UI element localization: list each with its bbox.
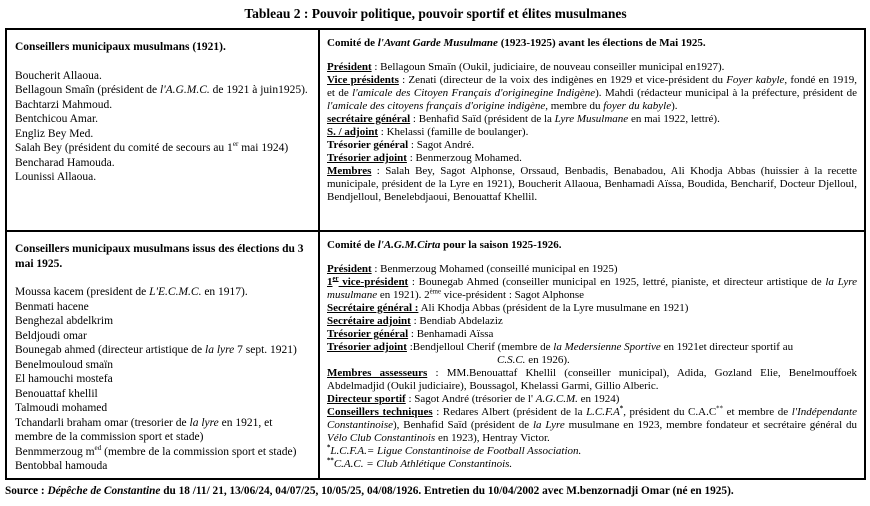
cell-comite-agm-cirta (320, 232, 864, 478)
cell-body (15, 285, 310, 474)
text-segment: : Redares Albert (président de la (432, 406, 587, 418)
cell-heading (15, 40, 310, 55)
text-line (15, 459, 310, 474)
text-segment: Moussa kacem (president de (15, 286, 150, 298)
text-line (327, 406, 857, 445)
text-segment: en 1917). (201, 286, 248, 298)
text-segment: L'E.C.M.C. (149, 286, 202, 298)
text-segment: l'A.G.M.C. (160, 84, 210, 96)
text-segment: Benouattaf khellil (15, 387, 98, 400)
text-line (327, 302, 857, 315)
text-segment: Bencharad Hamouda. (15, 156, 115, 169)
cell-heading (327, 37, 857, 50)
text-segment: Directeur sportif (327, 393, 406, 405)
text-segment: Foyer kabyle (726, 74, 785, 86)
text-line (327, 126, 857, 139)
text-segment: : Benmerzoug Mohamed. (406, 152, 522, 164)
text-segment: , fondé en 1919, et de (327, 74, 858, 99)
text-line (15, 83, 310, 98)
text-segment: Bounegab ahmed (directeur artistique de (15, 344, 205, 356)
text-segment: Trésorier adjoint (327, 341, 407, 353)
text-segment: Source : (5, 485, 48, 497)
text-segment: l'amicale des citoyens français d'origine indigène (327, 100, 546, 112)
text-segment: Bentchicou Amar. (15, 113, 99, 125)
text-segment: en 1923), Hentray Victor. (435, 432, 550, 444)
text-segment: :Bendjelloul Cherif (membre de (406, 341, 554, 353)
text-segment: vice-président (338, 276, 409, 288)
text-line (15, 141, 310, 156)
text-segment: (1923-1925) avant les élections de Mai 1925. (497, 37, 706, 49)
text-segment: (membre de la commission sport et stade) (101, 445, 297, 458)
text-segment: S. / adjoint (327, 126, 379, 138)
text-segment: L.C.F.A (586, 406, 620, 418)
text-segment: en 1926). (525, 354, 570, 366)
text-segment: musulmane en 1923, membre fondateur et secrétaire général du (564, 419, 858, 431)
text-line (15, 401, 310, 416)
text-line (15, 358, 310, 373)
text-segment: vice-président : Sagot Alphonse (441, 289, 584, 301)
text-segment: Président (327, 263, 372, 275)
cell-conseillers-municipaux-1921 (7, 30, 320, 232)
text-line (327, 152, 857, 165)
table-title: Tableau 2 : Pouvoir politique, pouvoir sportif et élites musulmanes (244, 6, 627, 21)
text-segment: la lyre (205, 344, 235, 356)
text-segment: : Bounegab Ahmed (conseiller municipal en 1925, lettré, pianiste, et directeur artistique de (408, 276, 826, 288)
text-segment: : Zenati (directeur de la voix des indigènes en 1929 et vice-président du (398, 74, 727, 86)
text-segment: : Sagot André (trésorier de l' (405, 393, 536, 405)
text-line (327, 458, 857, 471)
text-segment: ** (327, 457, 334, 465)
text-segment: C.S.C. (497, 354, 526, 366)
text-segment: 7 sept. 1921) (234, 344, 297, 356)
text-line (327, 276, 857, 302)
text-segment: * (327, 444, 331, 452)
text-segment: Conseillers techniques (327, 406, 433, 418)
text-segment: er (332, 275, 339, 283)
text-segment: foyer du kabyle (603, 100, 672, 112)
text-segment: : Benhamadi Aïssa (408, 328, 494, 340)
source-line (5, 480, 866, 498)
text-line (15, 387, 310, 402)
text-segment: ed (94, 443, 102, 452)
text-segment: ème (429, 288, 442, 296)
text-segment: Benmati hacene (15, 300, 89, 313)
text-segment: en 1921). 2 (377, 289, 430, 301)
text-segment: er (232, 140, 239, 149)
text-segment: Lounissi Allaoua. (15, 171, 97, 183)
text-segment: 1 (327, 276, 333, 288)
text-segment: Dépêche de Constantine (47, 485, 161, 497)
text-line (327, 367, 857, 393)
text-segment: Membres (327, 165, 372, 177)
text-segment: Membres assesseurs (327, 367, 428, 379)
text-segment: l'Avant Garde Musulmane (377, 37, 498, 49)
text-segment: , membre du (545, 100, 604, 112)
text-segment: Salah Bey (président du comité de secours au 1 (15, 142, 233, 154)
text-segment: A.G.C.M. (535, 393, 578, 405)
text-segment: Bentobbal hamouda (15, 460, 108, 472)
text-segment: : Khelassi (famille de boulanger). (378, 126, 529, 138)
text-line (15, 329, 310, 344)
text-line (327, 393, 857, 406)
text-line (15, 416, 310, 445)
text-line (327, 354, 857, 367)
text-line (15, 314, 310, 329)
text-segment: : Bellagoun Smaïn (Oukil, judiciaire, de nouveau conseiller municipal en1927). (371, 61, 725, 73)
cell-comite-avant-garde-musulmane (320, 30, 864, 232)
text-line (327, 165, 857, 204)
text-line (15, 127, 310, 142)
text-line (327, 445, 857, 458)
text-segment: l'amicale des Citoyen Français d'originegine Indigène (352, 87, 596, 99)
text-segment: Secrétaire général : (327, 302, 419, 314)
cell-body (15, 69, 310, 185)
text-segment: Benelmouloud smaïn (15, 358, 114, 371)
text-segment: Trésorier adjoint (327, 152, 407, 164)
text-segment: Bachtarzi Mahmoud. (15, 98, 113, 111)
text-segment: : Bendiab Abdelaziz (410, 315, 503, 327)
text-segment: El hamouchi mostefa (15, 373, 113, 385)
text-segment: Conseillers municipaux musulmans (1921). (15, 41, 226, 53)
text-line (327, 263, 857, 276)
text-line (15, 69, 310, 84)
cell-conseillers-municipaux-1925 (7, 232, 320, 478)
text-segment: Président (327, 61, 372, 73)
text-segment: Trésorier général (327, 139, 409, 151)
text-line (327, 139, 857, 152)
text-segment: en 1921, et membre de la commission sport et stade) (15, 416, 273, 443)
text-segment: Comité de (327, 37, 378, 49)
text-segment: l'Indépendante Constantinoise (327, 406, 857, 431)
text-segment: * (619, 405, 624, 413)
text-segment: ). Mahdi (rédacteur municipal à la préfecture, président de (595, 87, 857, 99)
text-segment: Engliz Bey Med. (15, 127, 94, 140)
text-segment: Boucherit Allaoua. (15, 69, 102, 82)
text-line (15, 343, 310, 358)
text-segment: Ali Khodja Abbas (président de la Lyre musulmane en 1921) (418, 302, 689, 314)
text-segment: la Medersienne Sportive (553, 341, 661, 353)
text-line (327, 315, 857, 328)
text-segment: Talmoudi mohamed (15, 402, 108, 414)
text-line (327, 341, 857, 354)
text-segment: du 18 /11/ 21, 13/06/24, 04/07/25, 10/05/25, 04/08/1926. Entretien du 10/04/2002 avec M.benzornadji Omar (né en 1925). (160, 485, 734, 497)
text-segment: , président du C.A.C (623, 406, 717, 418)
text-segment: ), Benhafid Saïd (président de (393, 419, 533, 431)
cell-heading (15, 242, 310, 271)
text-segment: Vélo Club Constantinois (327, 432, 436, 444)
text-segment: secrétaire général (327, 113, 411, 125)
text-segment: pour la saison 1925-1926. (440, 239, 562, 251)
cell-body (327, 61, 857, 204)
text-segment: L.C.F.A.= Ligue Constantinoise de Football Association. (330, 445, 582, 457)
text-segment: : Sagot André. (408, 139, 475, 151)
text-segment: en 1921et directeur sportif au (660, 341, 794, 353)
text-segment: l'A.G.M.Cirta (377, 239, 441, 251)
text-segment: Secrétaire adjoint (327, 315, 411, 327)
text-segment: et membre de (722, 406, 792, 418)
text-segment: la Lyre (532, 419, 565, 431)
text-line (327, 113, 857, 126)
text-line (15, 170, 310, 185)
text-line (327, 328, 857, 341)
text-segment: Benghezal abdelkrim (15, 315, 114, 327)
text-segment: Beldjoudi omar (15, 329, 87, 342)
text-line (15, 98, 310, 113)
text-line (15, 112, 310, 127)
text-segment: C.A.C. = Club Athlétique Constantinois. (333, 458, 513, 470)
text-segment: mai 1924) (238, 142, 289, 154)
text-segment: en 1924) (577, 393, 620, 405)
text-segment: Conseillers municipaux musulmans issus des élections du 3 mai 1925. (15, 243, 304, 270)
text-line (15, 445, 310, 460)
text-segment: la lyre (189, 416, 219, 429)
table (5, 28, 866, 480)
text-segment: de 1921 à juin1925). (209, 84, 308, 96)
text-segment: ** (716, 405, 723, 413)
text-line (15, 300, 310, 315)
text-segment: ). (671, 100, 678, 112)
text-segment: Comité de (327, 239, 378, 251)
text-segment: la Lyre musulmane (327, 276, 858, 301)
text-line (327, 61, 857, 74)
text-segment: : Benmerzoug Mohamed (conseillé municipal en 1925) (371, 263, 618, 275)
text-segment: Benmmerzoug m (15, 445, 95, 458)
text-segment: Trésorier général (327, 328, 409, 340)
cell-body (327, 263, 857, 471)
text-segment: en mai 1922, lettré). (628, 113, 720, 125)
text-segment: : MM.Benouattaf Khellil (conseiller municipal), Adida, Gozland Elie, Benelmouffoek Abdelmadjid (Oukil judiciaire), Boussagol, Khelassi Garmi, Gillio Alberic. (327, 367, 858, 392)
text-segment: Lyre Musulmane (554, 113, 629, 125)
text-line (15, 372, 310, 387)
text-line (15, 156, 310, 171)
cell-heading (327, 239, 857, 252)
text-segment: : Salah Bey, Sagot Alphonse, Orssaud, Benbadis, Benabadou, Ali Khodja Abbas (huissier à la recette municipale, président de la Lyre en 1921), Boucherit Allaoua, Benhamadi Aïssa, Boudida, Bencharif, Docteur Djelloul, Bendjelloul, Benelebdjaoui, Benouattaf Khellil. (327, 165, 857, 203)
text-segment: Tchandarli braham omar (tresorier de (15, 416, 190, 429)
text-segment: Vice présidents (327, 74, 399, 86)
text-segment: : Benhafid Saïd (président de la (410, 113, 555, 125)
text-segment: Bellagoun Smaîn (président de (15, 84, 160, 96)
text-line (15, 285, 310, 300)
text-line (327, 74, 857, 113)
